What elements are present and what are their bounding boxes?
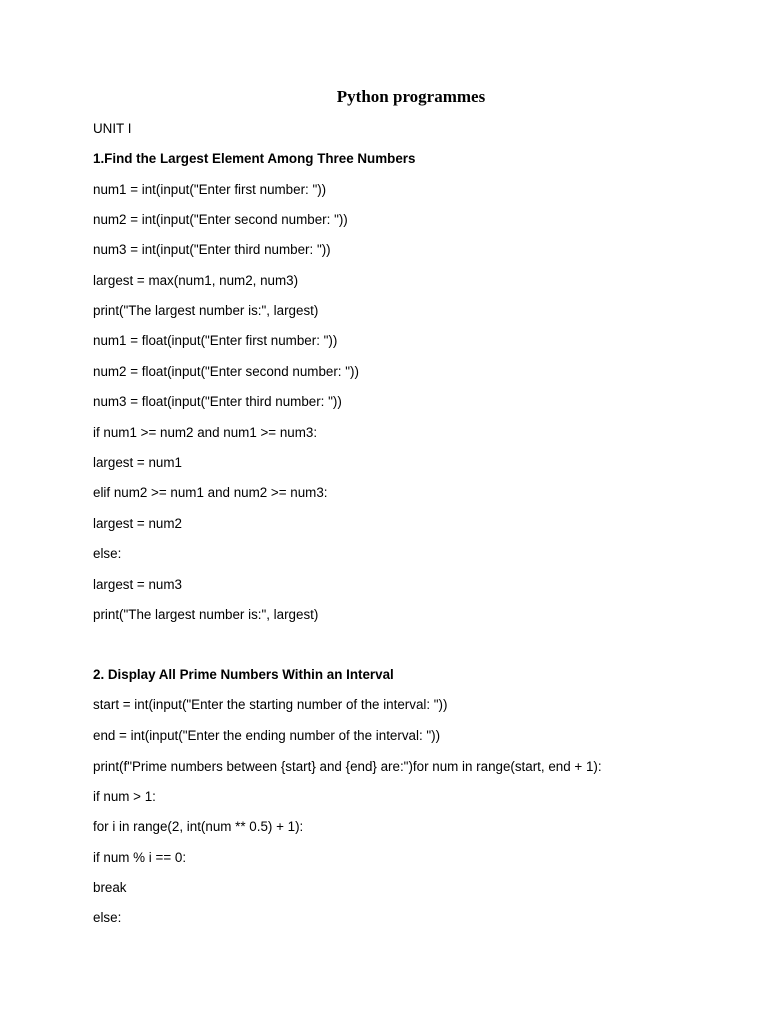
code-line: break — [93, 880, 127, 895]
code-line: if num1 >= num2 and num1 >= num3: — [93, 425, 318, 440]
code-line: largest = num3 — [93, 577, 182, 592]
code-line: end = int(input("Enter the ending number of the interval: ")) — [93, 728, 441, 743]
code-line: num2 = int(input("Enter second number: ")) — [93, 212, 348, 227]
section-1-heading: 1.Find the Largest Element Among Three Numbers — [93, 151, 416, 166]
code-line: num2 = float(input("Enter second number: ")) — [93, 364, 359, 379]
code-line: largest = num2 — [93, 516, 182, 531]
code-line: for i in range(2, int(num ** 0.5) + 1): — [93, 819, 304, 834]
code-line: num1 = float(input("Enter first number: ")) — [93, 333, 338, 348]
code-line: if num > 1: — [93, 789, 156, 804]
code-line: largest = max(num1, num2, num3) — [93, 273, 299, 288]
unit-label: UNIT I — [93, 121, 132, 136]
code-line: else: — [93, 910, 122, 925]
section-2-heading: 2. Display All Prime Numbers Within an Interval — [93, 667, 394, 682]
code-line: else: — [93, 546, 122, 561]
document-title: Python programmes — [336, 87, 486, 106]
code-line: print(f"Prime numbers between {start} and {end} are:")for num in range(start, end + 1): — [93, 759, 602, 774]
code-line: start = int(input("Enter the starting number of the interval: ")) — [93, 697, 448, 712]
code-line: if num % i == 0: — [93, 850, 187, 865]
code-line: num3 = int(input("Enter third number: ")) — [93, 242, 331, 257]
code-line: print("The largest number is:", largest) — [93, 607, 319, 622]
code-line: num3 = float(input("Enter third number: ")) — [93, 394, 342, 409]
code-line: elif num2 >= num1 and num2 >= num3: — [93, 485, 328, 500]
code-line: largest = num1 — [93, 455, 182, 470]
code-line: print("The largest number is:", largest) — [93, 303, 319, 318]
code-line: num1 = int(input("Enter first number: ")) — [93, 182, 327, 197]
